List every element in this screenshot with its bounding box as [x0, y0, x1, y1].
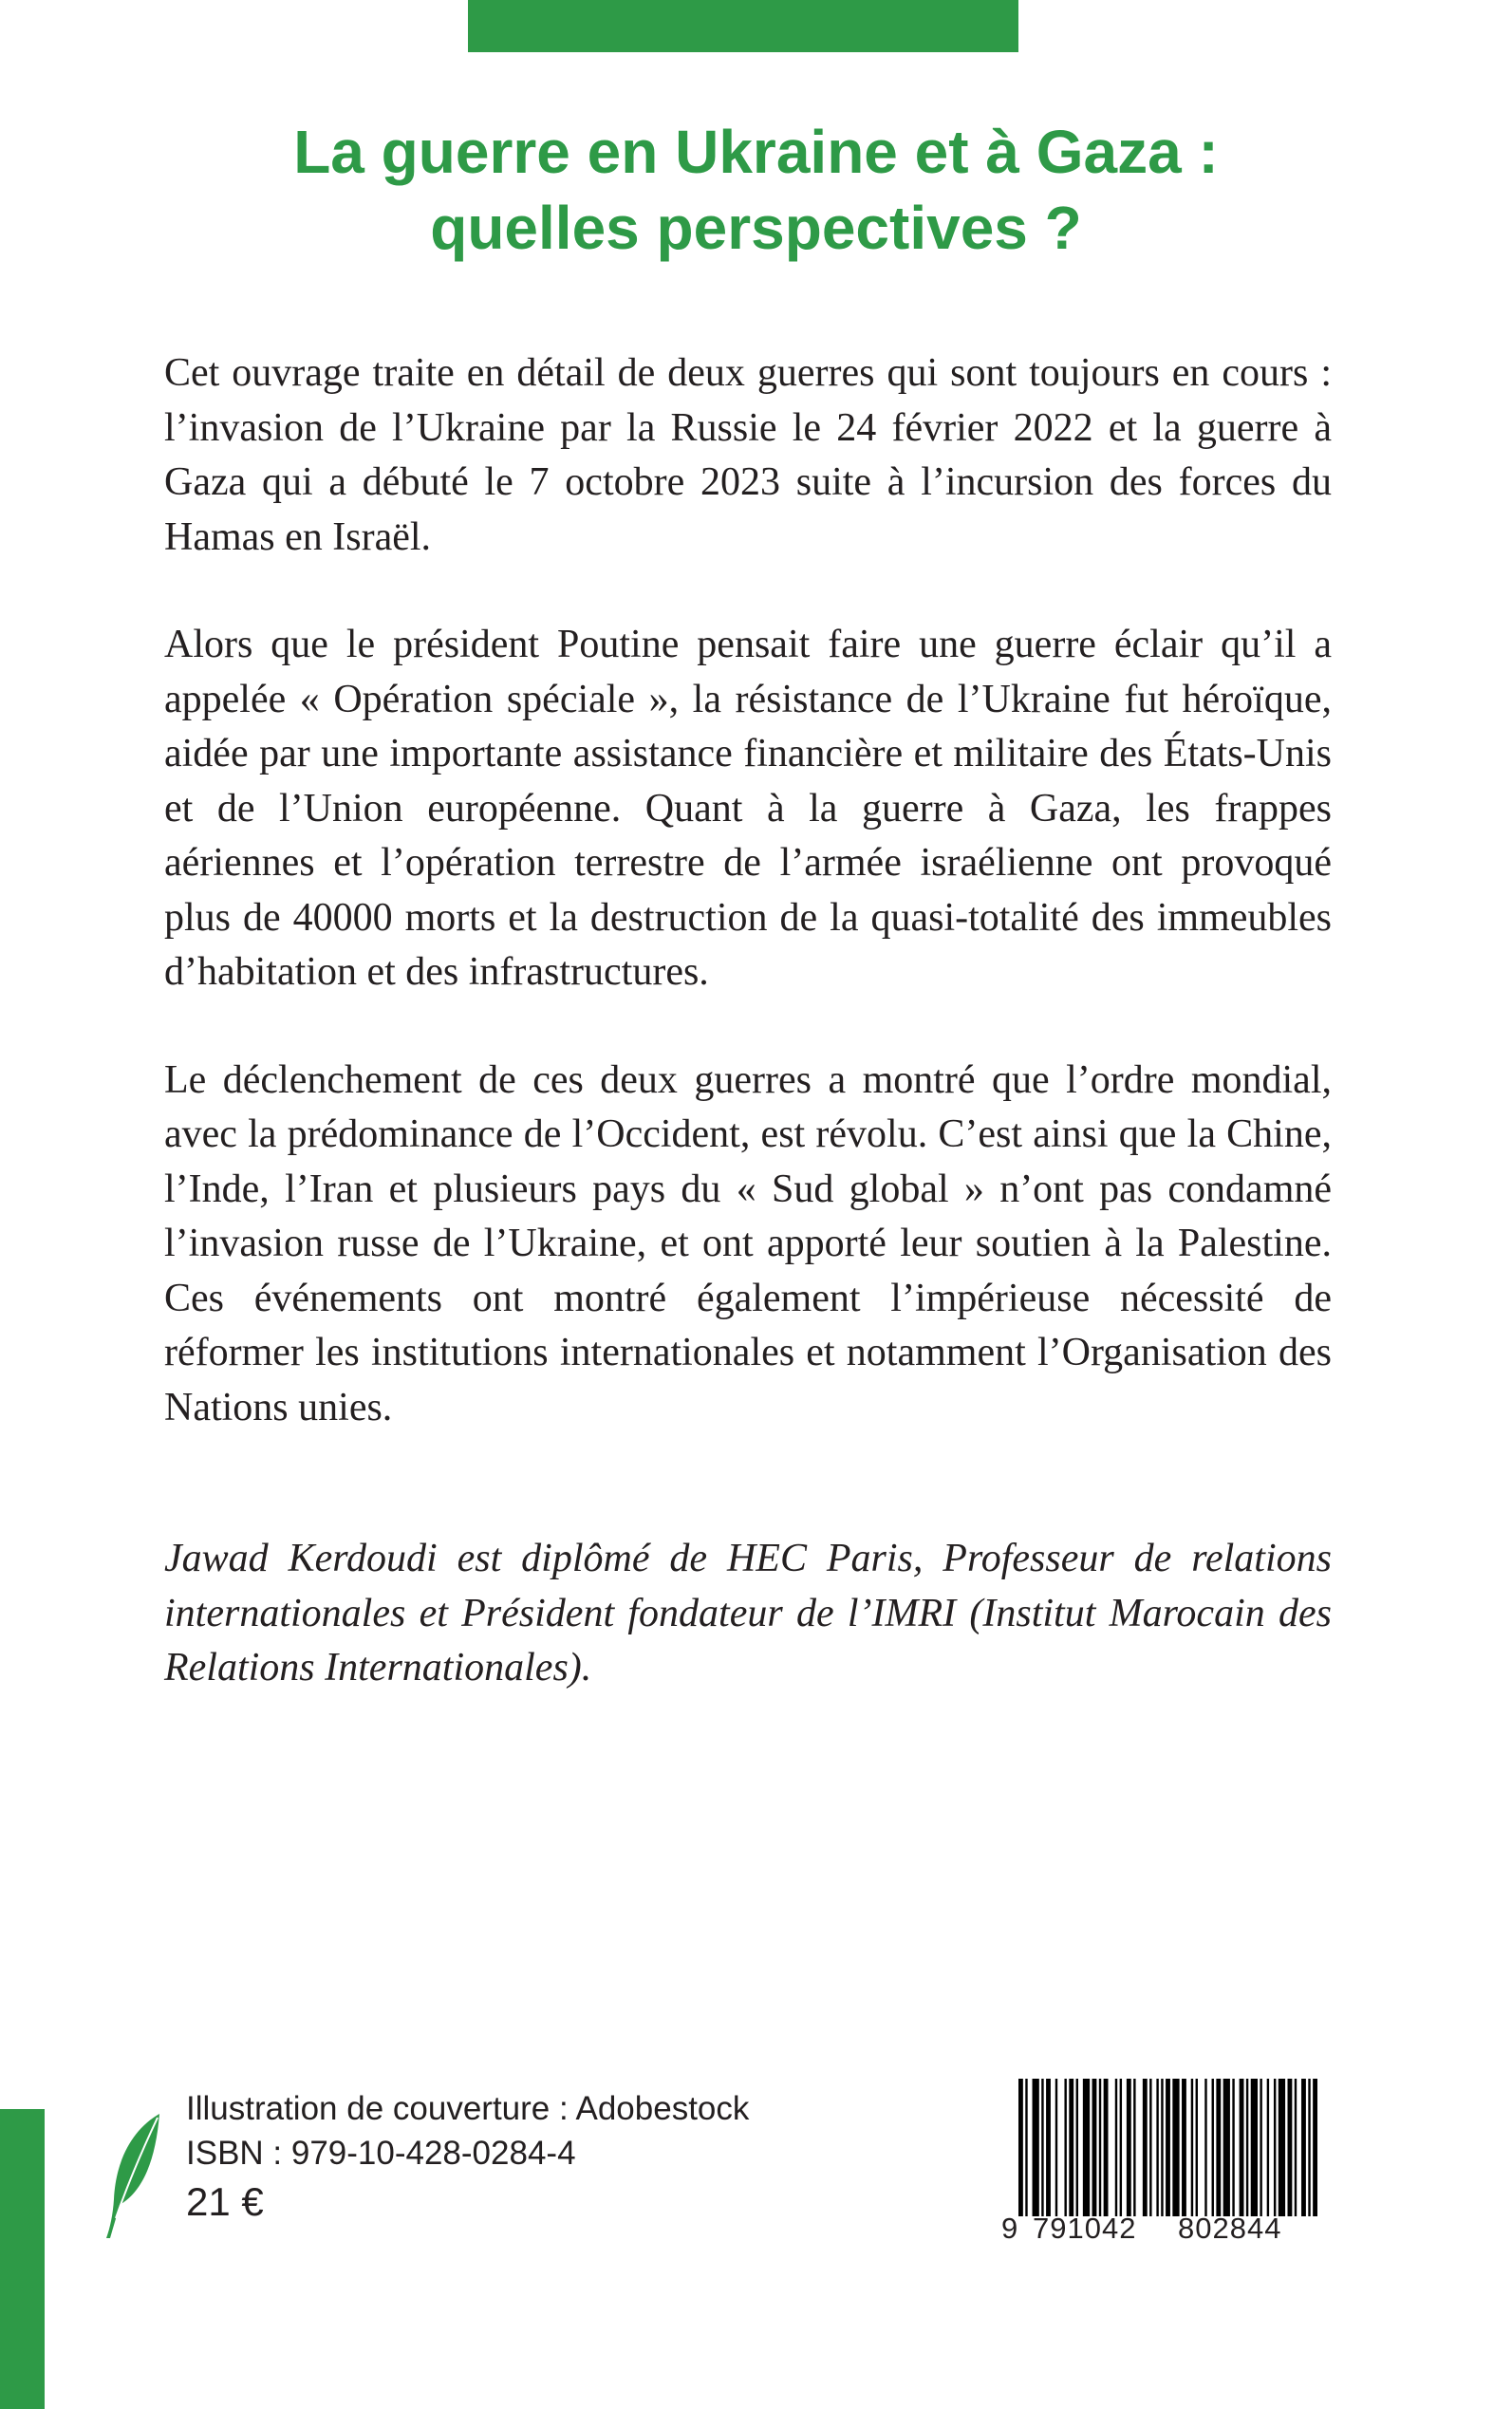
- barcode-bar: [1046, 2079, 1051, 2216]
- barcode-bar: [1104, 2079, 1109, 2216]
- barcode-bar: [1251, 2079, 1258, 2216]
- barcode-bar: [1182, 2079, 1186, 2216]
- barcode-digit-first: 9: [1001, 2212, 1019, 2245]
- barcode-bar: [1033, 2079, 1039, 2216]
- barcode-bar: [1092, 2079, 1097, 2216]
- barcode-bar: [1069, 2079, 1073, 2216]
- barcode-bar: [1196, 2079, 1198, 2216]
- barcode-bar: [1127, 2079, 1131, 2216]
- illustration-credit: Illustration de couverture : Adobestock: [186, 2090, 750, 2127]
- back-cover-text: [164, 346, 1332, 1696]
- barcode-bar: [1313, 2079, 1317, 2216]
- barcode-bar: [1308, 2079, 1310, 2216]
- barcode-bar: [1076, 2079, 1078, 2216]
- barcode-bar: [1064, 2079, 1066, 2216]
- barcode-bar: [1216, 2079, 1221, 2216]
- barcode-bar: [1041, 2079, 1043, 2216]
- barcode-bar: [1274, 2079, 1276, 2216]
- barcode-bar: [1246, 2079, 1248, 2216]
- summary-paragraph-2: Alors que le président Poutine pensait faire une guerre éclair qu’il a appelée « Opération spéciale », la résistance de l’Ukraine fut héroïque, aidée par une importante assistance financière et militaire des États-Unis et de l’Union européenne. Quant à la guerre à Gaza, les frappes aériennes et l’opération terrestre de l’armée israélienne ont provoqué plus de 40000 morts et la destruction de la quasi-totalité des immeubles d’habitation et des infrastructures.: [164, 623, 1332, 994]
- top-accent-bar: [468, 0, 1018, 52]
- author-bio: Jawad Kerdoudi est diplômé de HEC Paris, Professeur de relations internationales et Président fondateur de l’IMRI (Institut Marocain des Relations Internationales).: [164, 1537, 1332, 1690]
- book-title: [114, 114, 1398, 266]
- summary-paragraph-3: Le déclenchement de ces deux guerres a montré que l’ordre mondial, avec la prédominance de l’Occident, est révolu. C’est ainsi que la Chine, l’Inde, l’Iran et plusieurs pays du « Sud global » n’ont pas condamné l’invasion russe de l’Ukraine, et ont apporté leur soutien à la Palestine. Ces événements ont montré également l’impérieuse nécessité de réformer les institutions internationales et notamment l’Organisation des Nations unies.: [164, 1057, 1332, 1429]
- barcode-bar: [1212, 2079, 1214, 2216]
- barcode-bar: [1115, 2079, 1117, 2216]
- title-line-2: quelles perspectives ?: [430, 194, 1082, 262]
- barcode-bar: [1055, 2079, 1057, 2216]
- barcode-bar: [1172, 2079, 1179, 2216]
- barcode-bar: [1223, 2079, 1230, 2216]
- barcode-bar: [1240, 2079, 1244, 2216]
- barcode-bar: [1191, 2079, 1193, 2216]
- barcode-bar: [1260, 2079, 1261, 2216]
- barcode-bar: [1156, 2079, 1158, 2216]
- barcode-bar: [1018, 2079, 1023, 2216]
- barcode-bars: [1018, 2079, 1317, 2216]
- barcode-bar: [1099, 2079, 1101, 2216]
- barcode-bar: [1295, 2079, 1297, 2216]
- left-accent-bar: [0, 2109, 45, 2409]
- title-line-1: La guerre en Ukraine et à Gaza :: [293, 118, 1219, 186]
- barcode-bar: [1149, 2079, 1151, 2216]
- barcode-bar: [1166, 2079, 1170, 2216]
- isbn-text: ISBN : 979-10-428-0284-4: [186, 2135, 576, 2172]
- barcode-bar: [1301, 2079, 1306, 2216]
- barcode-bar: [1267, 2079, 1269, 2216]
- barcode-bar: [1025, 2079, 1027, 2216]
- price: 21 €: [186, 2179, 264, 2224]
- barcode-group-right: 802844: [1178, 2212, 1282, 2245]
- barcode-bar: [1204, 2079, 1206, 2216]
- summary-paragraph-1: Cet ouvrage traite en détail de deux guerres qui sont toujours en cours : l’invasion de l’Ukraine par la Russie le 24 février 2022 et la guerre à Gaza qui a débuté le 7 octobre 2023 suite à l’incursion des forces du Hamas en Israël.: [164, 351, 1332, 559]
- barcode-group-left: 791042: [1033, 2212, 1137, 2245]
- publication-info: [186, 2086, 749, 2229]
- barcode-bar: [1120, 2079, 1122, 2216]
- feather-icon: [104, 2112, 163, 2240]
- isbn-barcode: [1001, 2069, 1329, 2259]
- barcode-bar: [1161, 2079, 1163, 2216]
- barcode-bar: [1288, 2079, 1293, 2216]
- barcode-bar: [1143, 2079, 1148, 2216]
- barcode-bar: [1083, 2079, 1090, 2216]
- barcode-bar: [1133, 2079, 1135, 2216]
- barcode-bar: [1279, 2079, 1285, 2216]
- barcode-bar: [1232, 2079, 1234, 2216]
